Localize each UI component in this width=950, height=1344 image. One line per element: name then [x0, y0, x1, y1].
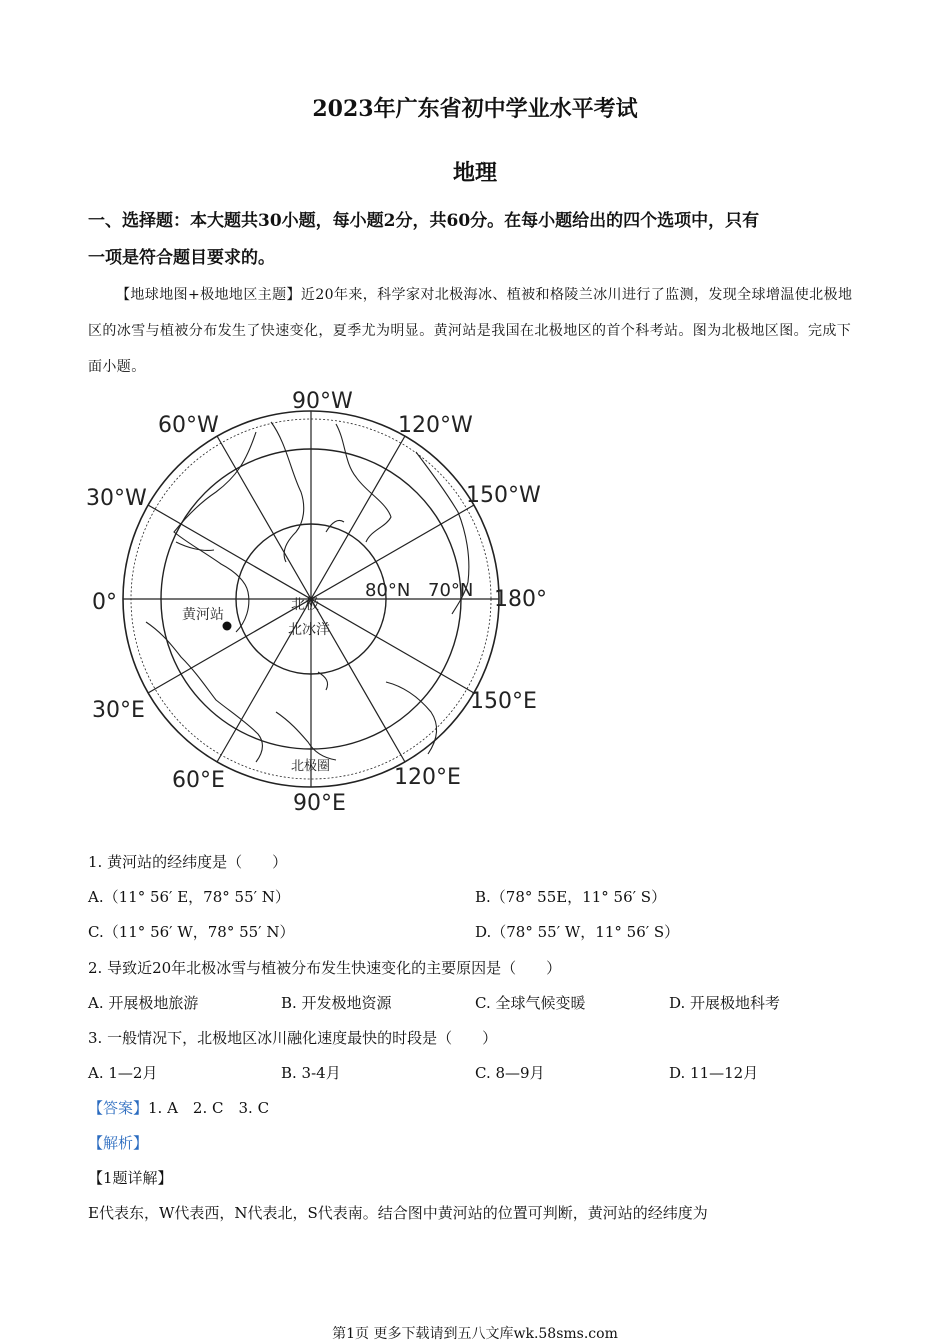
q2-option-a[interactable]: A. 开展极地旅游	[88, 994, 199, 1012]
label-0: 0°	[92, 590, 117, 615]
page-footer: 第1页 更多下载请到五八文库wk.58sms.com	[332, 1326, 618, 1342]
detail-text: E代表东，W代表西，N代表北，S代表南。结合图中黄河站的位置可判断，黄河站的经纬度为	[88, 1204, 708, 1222]
section-heading-line1: 一、选择题：本大题共30小题，每小题2分，共60分。在每小题给出的四个选项中，只有	[88, 211, 760, 231]
q3-option-c[interactable]: C. 8—9月	[475, 1064, 545, 1082]
arctic-map	[86, 382, 548, 814]
label-120w: 120°W	[398, 413, 473, 438]
q1-option-c[interactable]: C.（11° 56′ W，78° 55′ N）	[88, 923, 295, 941]
intro-paragraph: 【地球地图+极地地区主题】近20年来，科学家对北极海冰、植被和格陵兰冰川进行了监测，发现全球增温使北极地区的冰雪与植被分布发生了快速变化，夏季尤为明显。黄河站是我国在北极地区的首个科考站。图为北极地区图。完成下面小题。	[88, 287, 853, 375]
page-title: 2023年广东省初中学业水平考试	[312, 96, 638, 122]
q2-option-c[interactable]: C. 全球气候变暖	[475, 994, 586, 1012]
label-huanghe-station: 黄河站	[182, 607, 224, 623]
label-30w: 30°W	[86, 486, 147, 511]
q3-stem: 3. 一般情况下，北极地区冰川融化速度最快的时段是（ ）	[88, 1029, 498, 1047]
label-90w: 90°W	[292, 389, 353, 414]
q3-option-d[interactable]: D. 11—12月	[669, 1064, 759, 1082]
q3-option-a[interactable]: A. 1—2月	[88, 1064, 158, 1082]
analysis-tag: 【解析】	[88, 1134, 149, 1152]
label-180: 180°	[494, 587, 547, 612]
q1-option-d[interactable]: D.（78° 55′ W，11° 56′ S）	[475, 923, 680, 941]
section-heading-line2: 一项是符合题目要求的。	[88, 248, 275, 268]
label-150e: 150°E	[470, 689, 537, 714]
q1-stem: 1. 黄河站的经纬度是（ ）	[88, 853, 288, 871]
q2-stem: 2. 导致近20年北极冰雪与植被分布发生快速变化的主要原因是（ ）	[88, 959, 562, 977]
label-90e: 90°E	[293, 791, 346, 814]
label-30e: 30°E	[92, 698, 145, 723]
label-70n: 70°N	[428, 580, 474, 601]
q1-option-a[interactable]: A.（11° 56′ E，78° 55′ N）	[88, 888, 290, 906]
q1-option-b[interactable]: B.（78° 55E，11° 56′ S）	[475, 888, 667, 906]
q2-option-b[interactable]: B. 开发极地资源	[281, 994, 392, 1012]
q3-option-b[interactable]: B. 3-4月	[281, 1064, 341, 1082]
label-120e: 120°E	[394, 765, 461, 790]
answer-line	[88, 1097, 269, 1118]
subject-title: 地理	[452, 160, 497, 186]
answer-text: 1. A 2. C 3. C	[148, 1099, 270, 1117]
label-150w: 150°W	[466, 483, 541, 508]
q2-option-d[interactable]: D. 开展极地科考	[669, 994, 781, 1012]
label-arctic-circle: 北极圈	[291, 759, 331, 774]
label-arctic-ocean: 北冰洋	[288, 622, 330, 638]
answer-tag: 【答案】	[88, 1099, 149, 1117]
label-60e: 60°E	[172, 768, 225, 793]
label-north-pole: 北极	[291, 597, 319, 613]
label-80n: 80°N	[365, 580, 411, 601]
label-60w: 60°W	[158, 413, 219, 438]
detail-tag: 【1题详解】	[88, 1169, 173, 1187]
